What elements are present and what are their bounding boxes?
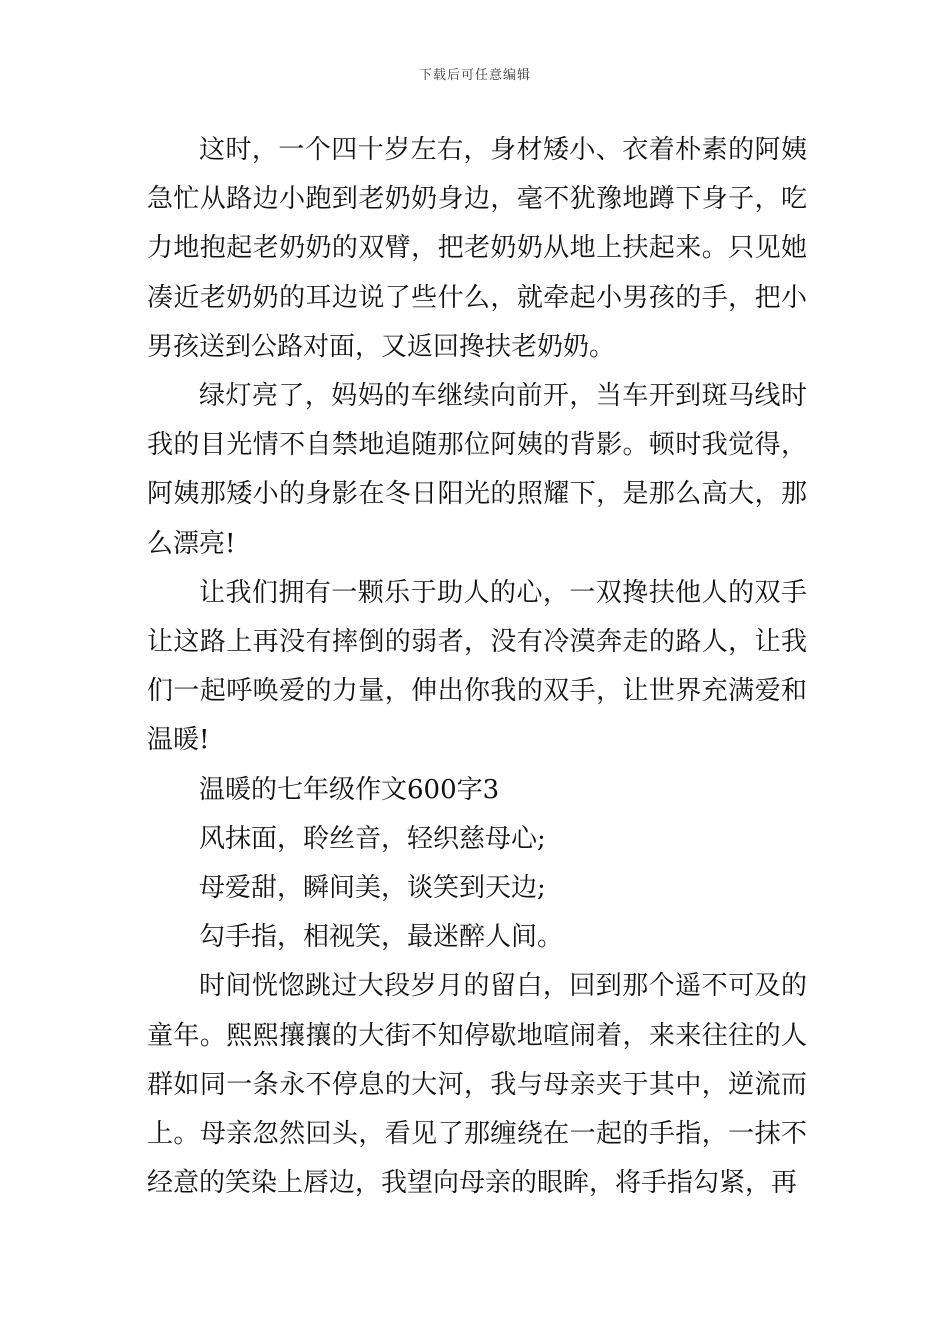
poem-line-2: 母爱甜，瞬间美，谈笑到天边; <box>199 873 546 904</box>
poem-line-1: 风抹面，聆丝音，轻织慈母心; <box>199 823 546 854</box>
page-header-note: 下载后可任意编辑 <box>418 68 531 83</box>
paragraph-helping-grandma: 这时，一个四十岁左右，身材矮小、衣着朴素的阿姨急忙从路边小跑到老奶奶身边，毫不犹豫地蹲下身子，吃力地抱起老奶奶的双臂，把老奶奶从地上扶起来。只见她凑近老奶奶的耳边说了些什么，就牵起小男孩的手，把小男孩送到公路对面，又返回搀扶老奶奶。 <box>147 135 807 362</box>
paragraph-helping-hand: 让我们拥有一颗乐于助人的心，一双搀扶他人的双手让这路上再没有摔倒的弱者，没有冷漠奔走的路人，让我们一起呼唤爱的力量，伸出你我的双手，让世界充满爱和温暖! <box>147 577 807 756</box>
essay-title: 温暖的七年级作文600字3 <box>199 774 500 805</box>
paragraph-green-light: 绿灯亮了，妈妈的车继续向前开，当车开到斑马线时我的目光情不自禁地追随那位阿姨的背影。顿时我觉得，阿姨那矮小的身影在冬日阳光的照耀下，是那么高大，那么漂亮! <box>147 381 807 559</box>
paragraph-childhood-memory: 时间恍惚跳过大段岁月的留白，回到那个遥不可及的童年。熙熙攘攘的大街不知停歇地喧闹着，来来往往的人群如同一条永不停息的大河，我与母亲夹于其中，逆流而上。母亲忽然回头，看见了那缠绕在一起的手指，一抹不经意的笑染上唇边，我望向母亲的眼眸，将手指勾紧，再 <box>147 971 807 1199</box>
poem-line-3: 勾手指，相视笑，最迷醉人间。 <box>199 922 564 953</box>
document-body <box>147 126 807 1208</box>
